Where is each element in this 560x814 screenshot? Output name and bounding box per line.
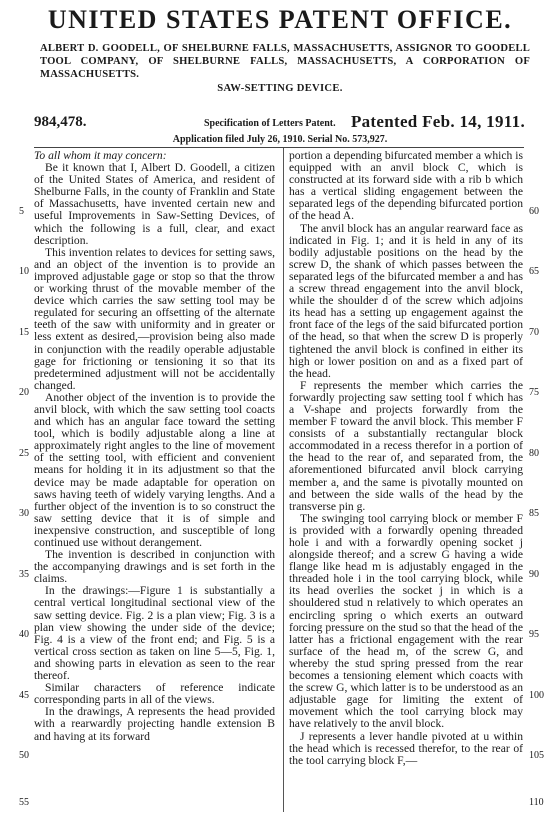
paragraph: The anvil block has an angular rearward face as indicated in Fig. 1; and it is held in any of its bodily adjustable positions on the head by the screw D, the shank of which passes between the separated legs of the bifurcated member a and has a screw thread engagement into the anvil block, while the shoulder d of the screw which adjoins its head has a setting up engagement against the front face of the legs of the said bifurcated portion of the head, so that when the screw D is properly tightened the anvil block is confined in either its high or lower position on and as a fixed part of the head. xyxy=(289,221,523,380)
column-divider xyxy=(283,148,284,812)
line-number: 105 xyxy=(529,750,544,761)
line-number: 95 xyxy=(529,629,539,640)
patented-date: Patented Feb. 14, 1911. xyxy=(350,112,525,131)
paragraph: This invention relates to devices for setting saws, and an object of the invention is to provide an improved adjustable gage or stop so that the throw or working thrust of the movable member of the device which carries the saw setting tool may be regulated for securing an offsetting of the alternate teeth of the saw with uniformity and in greater or less extent as desired,—provision being also made in conjunction with the readily operable adjustable gage for frictioning or tensioning it so that its predetermined adjustment will not be accidentally changed. xyxy=(34,245,275,392)
paragraph: In the drawings:—Figure 1 is substantially a central vertical longitudinal sectional view of the saw setting device. Fig. 2 is a plan view; Fig. 3 is a plan view showing the under side of the device; Fig. 4 is a view of the front end; and Fig. 5 is a vertical cross section as taken on line 5—5, Fig. 1, and showing parts in elevation as seen to the rear thereof. xyxy=(34,584,275,683)
line-number: 65 xyxy=(529,266,539,277)
office-title: UNITED STATES PATENT OFFICE. xyxy=(47,5,513,34)
inventor-assignor-line: ALBERT D. GOODELL, OF SHELBURNE FALLS, MASSACHUSETTS, ASSIGNOR TO GOODELL TOOL COMPANY, OF SHELBURNE FALLS, MASSACHUSETTS, A CORPORATION OF MASSACHUSETTS. xyxy=(40,43,530,80)
line-number: 80 xyxy=(529,448,539,459)
line-number: 25 xyxy=(19,448,29,459)
paragraph: Similar characters of reference indicate corresponding parts in all of the views. xyxy=(34,681,275,707)
patent-number: 984,478. xyxy=(34,114,87,130)
left-text-column xyxy=(34,150,275,743)
line-number: 5 xyxy=(19,206,24,217)
line-number: 30 xyxy=(19,508,29,519)
line-number: 75 xyxy=(529,387,539,398)
paragraph: The swinging tool carrying block or member F is provided with a forwardly opening threaded hole i and with a forwardly opening socket j alongside thereof; and a screw G having a wide flange like head m is adjustably engaged in the threaded hole i in the tool carrying block, while its head overlies the socket j in which is a shouldered stud n relatively to which operates an encircling spring o which exerts an outward forcing pressure on the stud so that the head of the latter has a frictional engagement with the rear surface of the head m, of the screw G, and whereby the stud spring pressed from the rear becomes a tensioning element which coacts with the screw G, which latter is to be understood as an adjustable gage for limiting the extent of movement which the tool carrying block may have relatively to the anvil block. xyxy=(289,511,523,731)
paragraph: Be it known that I, Albert D. Goodell, a citizen of the United States of America, and resident of Shelburne Falls, in the county of Franklin and State of Massachusetts, have invented certain new and useful Improvements in Saw-Setting Devices, of which the following is a full, clear, and exact description. xyxy=(34,161,275,247)
line-number: 45 xyxy=(19,690,29,701)
right-text-column xyxy=(289,150,523,767)
paragraph: J represents a lever handle pivoted at u within the head which is recessed therefor, to the rear of the tool carrying block F,— xyxy=(289,729,523,767)
line-number: 15 xyxy=(19,327,29,338)
invention-title: SAW-SETTING DEVICE. xyxy=(217,83,343,94)
line-number: 40 xyxy=(19,629,29,640)
paragraph: F represents the member which carries the forwardly projecting saw setting tool f which has a V-shape and projects forwardly from the member F toward the anvil block. This member F consists of a substantially rectangular block accommodated in a recess therefor in a portion of the head to the rear of, and separated from, the aforementioned bifurcated anvil block carrying member a, and the same is pivotally mounted on and between the side walls of the head by the transverse pin g. xyxy=(289,378,523,513)
application-filed-line: Application filed July 26, 1910. Serial No. 573,927. xyxy=(172,134,388,145)
paragraph: Another object of the invention is to provide the anvil block, with which the saw setting tool coacts and which has an angular face toward the setting tool, which is bodily adjustable along a line at approximately right angles to the line of movement of the setting tool, with efficient and convenient means for holding it in its adjustment so that the device may be made adaptable for operation on saws having teeth of widely varying lengths. And a further object of the invention is to so construct the saw setting device that it is of simple and inexpensive construction, and susceptible of long continued use without derangement. xyxy=(34,390,275,549)
line-number: 110 xyxy=(529,797,544,808)
line-number: 100 xyxy=(529,690,544,701)
header-divider xyxy=(34,147,524,148)
line-number: 20 xyxy=(19,387,29,398)
line-number: 70 xyxy=(529,327,539,338)
paragraph: The invention is described in conjunction with the accompanying drawings and is set forth in the claims. xyxy=(34,548,275,586)
line-number: 85 xyxy=(529,508,539,519)
salutation: To all whom it may concern: xyxy=(34,149,167,162)
line-number: 35 xyxy=(19,569,29,580)
line-number: 55 xyxy=(19,797,29,808)
paragraph: In the drawings, A represents the head provided with a rearwardly projecting handle extension B and having at its forward xyxy=(34,705,275,743)
line-number: 50 xyxy=(19,750,29,761)
line-number: 10 xyxy=(19,266,29,277)
line-number: 90 xyxy=(529,569,539,580)
line-number: 60 xyxy=(529,206,539,217)
specification-label: Specification of Letters Patent. xyxy=(204,118,336,129)
paragraph: portion a depending bifurcated member a which is equipped with an anvil block C, which is constructed at its forward side with a rib b which has a vertical sliding engagement between the separated legs of the depending bifurcated portion of the head A. xyxy=(289,149,523,223)
